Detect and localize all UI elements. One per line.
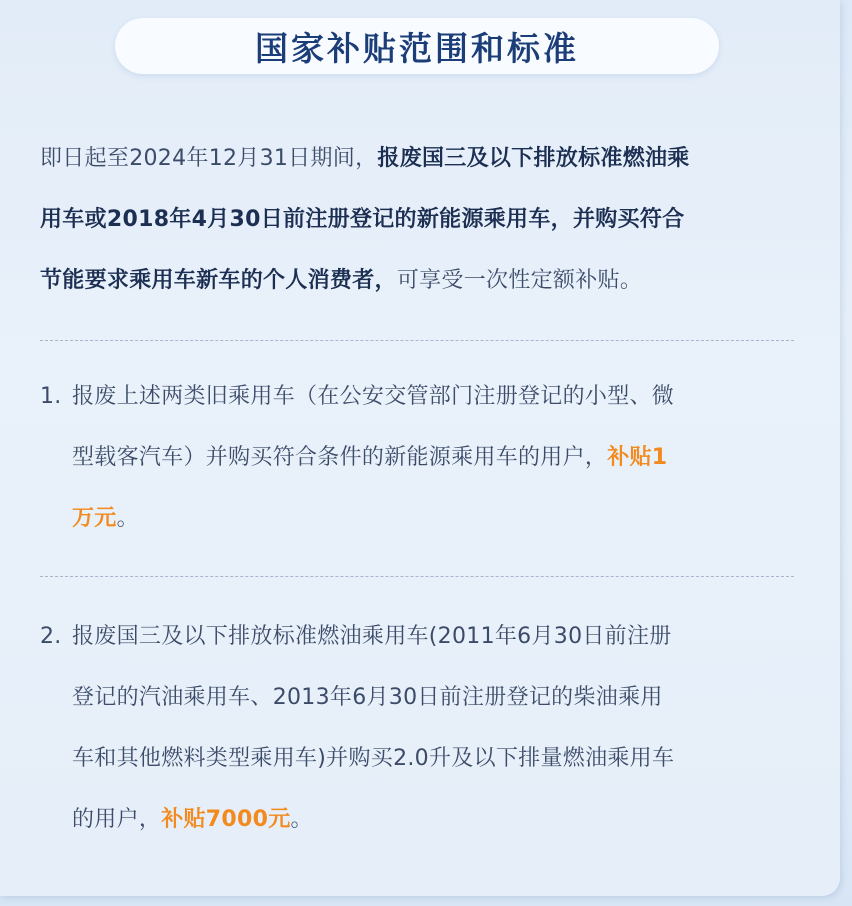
item-2-line-4-text: 的用户， — [72, 807, 162, 832]
item-1-number: 1. — [40, 384, 62, 409]
item-2-line-3-text: 车和其他燃料类型乘用车)并购买2.0升及以下排量燃油乘用车 — [72, 746, 675, 771]
item-2-line-2-text: 登记的汽油乘用车、2013年6月30日前注册登记的柴油乘用 — [72, 685, 663, 710]
intro-line-3-bold: 节能要求乘用车新车的个人消费者， — [40, 268, 397, 293]
page-title: 国家补贴范围和标准 — [255, 28, 579, 68]
intro-line-2 — [40, 189, 800, 250]
item-2-line-4-tail: 。 — [290, 807, 313, 832]
item-1-subsidy-highlight: 补贴1 — [607, 445, 668, 470]
item-1-subsidy-unit: 万元 — [72, 506, 117, 531]
intro-line-2-bold: 用车或2018年4月30日前注册登记的新能源乘用车，并购买符合 — [40, 207, 685, 232]
item-2-line-4 — [72, 789, 800, 850]
item-1-body — [72, 366, 800, 549]
item-1-line-2-text: 型载客汽车）并购买符合条件的新能源乘用车的用户， — [72, 445, 608, 470]
item-1-line-1 — [72, 366, 800, 427]
intro-section — [40, 128, 800, 311]
item-2-body — [72, 606, 800, 850]
intro-line-3-normal: 可享受一次性定额补贴。 — [396, 268, 643, 293]
item-1-line-3-text: 。 — [116, 506, 139, 531]
list-item-1 — [40, 366, 800, 549]
intro-line-1-bold: 报废国三及以下排放标准燃油乘 — [377, 146, 690, 171]
item-1-line-3 — [72, 488, 800, 549]
item-2-line-1 — [72, 606, 800, 667]
list-item-2 — [40, 606, 800, 850]
title-banner — [115, 18, 719, 74]
item-2-number: 2. — [40, 624, 62, 649]
divider-1 — [40, 340, 794, 341]
intro-line-3 — [40, 250, 800, 311]
intro-line-1 — [40, 128, 800, 189]
item-2-line-2 — [72, 667, 800, 728]
item-2-subsidy-highlight: 补贴7000元 — [161, 807, 291, 832]
intro-line-1-normal: 即日起至2024年12月31日期间， — [40, 146, 378, 171]
item-2-line-1-text: 报废国三及以下排放标准燃油乘用车(2011年6月30日前注册 — [72, 624, 672, 649]
item-1-line-1-text: 报废上述两类旧乘用车（在公安交管部门注册登记的小型、微 — [72, 384, 675, 409]
divider-2 — [40, 576, 794, 577]
item-2-line-3 — [72, 728, 800, 789]
item-1-line-2 — [72, 427, 800, 488]
